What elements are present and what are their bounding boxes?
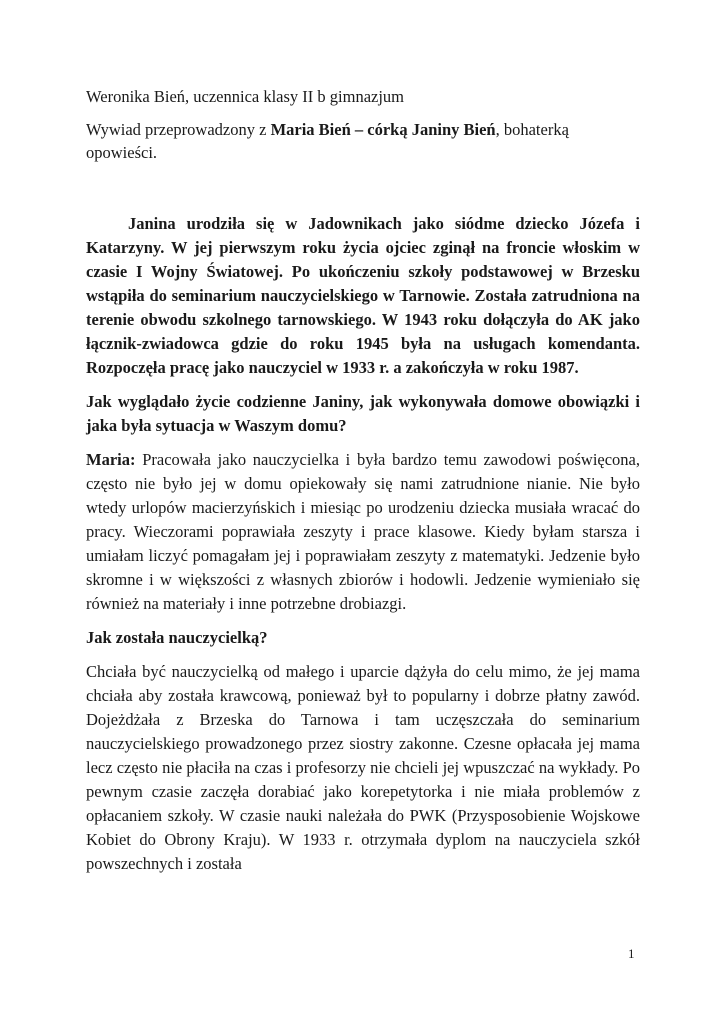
intro-paragraph: Janina urodziła się w Jadownikach jako siódme dziecko Józefa i Katarzyny. W jej pierwszym roku życia ojciec zginął na froncie włoskim w czasie I Wojny Światowej. Po ukończeniu szkoły podstawowej w Brzesku wstąpiła do seminarium nauczycielskiego w Tarnowie. Została zatrudniona na terenie obwodu szkolnego tarnowskiego. W 1943 roku dołączyła do AK jako łącznik-zwiadowca gdzie do roku 1945 była na usługach komendanta. Rozpoczęła pracę jako nauczyciel w 1933 r. a zakończyła w roku 1987.: [86, 214, 640, 377]
answer-daily-life-text: Pracowała jako nauczycielka i była bardzo temu zawodowi poświęcona, często nie było jej w domu opiekowały się nami zatrudnione nianie. Nie było wtedy urlopów macierzyńskich i miesiąc po urodzeniu dziecka musiała wracać do pracy. Wieczorami poprawiała zeszyty i prace klasowe. Kiedy byłam starsza i umiałam liczyć pomagałam jej i poprawiałam zeszyty z matematyki. Jedzenie było skromne i w większości z własnych zbiorów i hodowli. Jedzenie wymieniało się również na materiały i inne potrzebne drobiazgi.: [86, 450, 640, 613]
document-page: [86, 86, 640, 886]
answer-speaker: Maria:: [86, 450, 136, 469]
answer-daily-life: [86, 448, 640, 616]
interview-line: [86, 118, 640, 164]
answer-becoming-teacher: Chciała być nauczycielką od małego i uparcie dążyła do celu mimo, że jej mama chciała aby została krawcową, ponieważ był to popularny i dobrze płatny zawód. Dojeżdżała z Brzeska do Tarnowa i tam uczęszczała do seminarium nauczycielskiego prowadzonego przez siostry zakonne. Czesne opłacała jej mama lecz często nie płaciła na czas i profesorzy nie chcieli jej wpuszczać na wykłady. Po pewnym czasie zaczęła dorabiać jako korepetytorka i nie miała problemów z opłacaniem szkoły. W czasie nauki należała do PWK (Przysposobienie Wojskowe Kobiet do Obrony Kraju). W 1933 r. otrzymała dyplom na nauczyciela szkół powszechnych i została: [86, 662, 640, 873]
interview-person: Maria Bień – córką Janiny Bień: [270, 120, 496, 139]
question-daily-life: Jak wyglądało życie codzienne Janiny, jak wykonywała domowe obowiązki i jaka była sytuacja w Waszym domu?: [86, 392, 640, 435]
question-becoming-teacher: Jak została nauczycielką?: [86, 628, 268, 647]
interview-prefix: Wywiad przeprowadzony z: [86, 120, 271, 139]
author-line: Weronika Bień, uczennica klasy II b gimnazjum: [86, 87, 405, 106]
interview-suffix: , bohaterką opowieści.: [86, 120, 569, 162]
page-number: 1: [628, 946, 635, 961]
